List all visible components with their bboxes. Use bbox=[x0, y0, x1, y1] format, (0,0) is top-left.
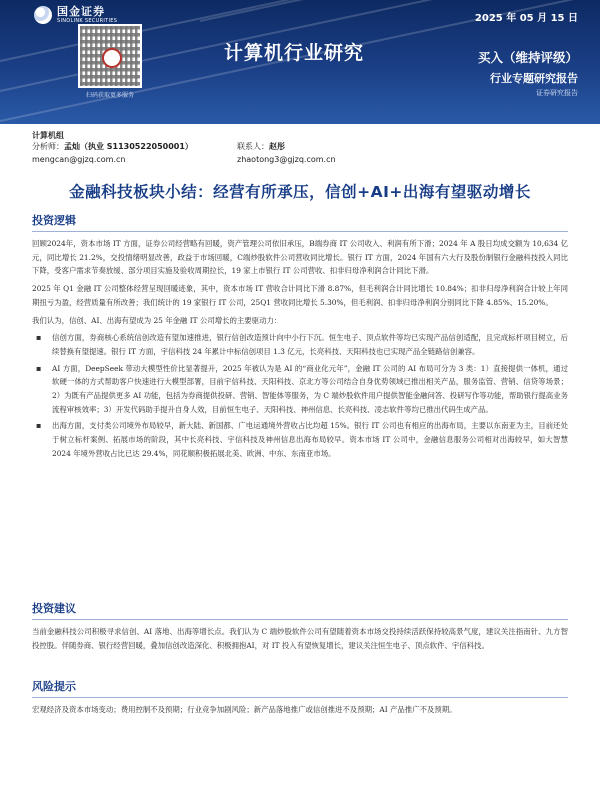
bullet-icon: ▪ bbox=[36, 363, 42, 373]
logic-paragraph-3: 我们认为，信创、AI、出海有望成为 25 年金融 IT 公司增长的主要驱动力： bbox=[32, 315, 282, 325]
bullet-text: 信创方面，券商核心系统信创改造有望加速推进，银行信创改造预计向中小行下沉。恒生电子、顶点软件等均已实现产品信创适配，且完成标杆项目树立，后续替换有望提速。银行 IT 方面，宇信科技 24 年累计中标信创项目 1.3 亿元，长亮科技、天阳科技也已实现产品全链路信创兼容。 bbox=[52, 333, 568, 356]
logo-mark-icon bbox=[34, 6, 52, 24]
driver-list bbox=[32, 331, 568, 460]
section-title-advice: 投资建议 bbox=[32, 600, 568, 620]
list-item bbox=[32, 362, 568, 417]
contact-label: 联系人： bbox=[237, 142, 269, 151]
section-title-logic: 投资逻辑 bbox=[32, 212, 568, 232]
qr-caption: 扫码获取更多服务 bbox=[85, 92, 134, 99]
logic-paragraph-1: 回顾2024年，资本市场 IT 方面，证券公司经营略有回暖，资产管理公司依旧承压，B端券商 IT 公司收入、利润有所下滑；2024 年 A 股日均成交额为 10,634 亿元，同比增长 21.2%，交投情绪明显改善，政益于市场回暖，C端炒股软件公司营收同比增长。银行 IT 方面，2024 年国有六大行及股份制银行金融科技投入同比下降，受客户需求节奏放缓、部分项目实施及验收周期拉长，19 家上市银行 IT 公司营收、扣非归母净利润合计同比下滑。 bbox=[32, 239, 568, 276]
analyst-name: 孟灿（执业 S1130522050001） bbox=[64, 142, 193, 151]
list-item bbox=[32, 419, 568, 460]
investment-advice-section bbox=[32, 600, 568, 656]
logo-en: SINOLINK SECURITIES bbox=[57, 18, 118, 24]
report-type: 行业专题研究报告 bbox=[490, 72, 578, 85]
contact-name: 赵彤 bbox=[269, 142, 285, 151]
analyst-info bbox=[32, 141, 193, 164]
bullet-icon: ▪ bbox=[36, 333, 42, 343]
section-title-risk: 风险提示 bbox=[32, 678, 568, 698]
investment-logic-section bbox=[32, 212, 568, 464]
report-date: 2025 年 05 月 15 日 bbox=[474, 13, 578, 24]
logo-cn: 国金证券 bbox=[57, 5, 105, 18]
header-banner bbox=[0, 0, 600, 124]
bullet-text: AI 方面，DeepSeek 带动大模型性价比显著提升，2025 年被认为是 AI 的“商业化元年”，金融 IT 公司的 AI 布局可分为 3 类：1）直接提供一体机，通过软硬一体的方式帮助客户快速进行大模型部署，目前宇信科技、天阳科技、京北方等公司结合自身优势领域已推出相关产品，服务监管、营销、信贷等场景；2）为既有产品提供更多 AI 功能，包括为券商提供投研、营销、智能体等服务，为 C 端炒股软件用户提供智能金融问答、投研写作等功能，帮助银行提高业务流程审核效率；3）开发代码助手提升自身人效，目前恒生电子、天阳科技、神州信息、长亮科技、凌志软件等均已推出代码生成产品。 bbox=[52, 363, 568, 414]
contact-email[interactable]: zhaotong3@gjzq.com.cn bbox=[237, 155, 336, 164]
risk-section bbox=[32, 678, 568, 721]
bullet-icon: ▪ bbox=[36, 421, 42, 431]
rating-badge: 买入（维持评级） bbox=[477, 50, 578, 65]
list-item bbox=[32, 331, 568, 358]
company-logo bbox=[34, 6, 117, 24]
bullet-text: 出海方面，支付类公司境外布局较早，新大陆、新国都、广电运通境外营收占比均超 15%。银行 IT 公司也有相应的出海布局，主要以东南亚为主，目前还处于树立标杆案例、拓展市场的阶段，其中长亮科技、宇信科技及神州信息出海布局较早。资本市场 IT 公司中，金融信息服务公司相对出海较早，如大智慧 2024 年境外营收占比已达 29.4%，同花顺积极拓展北美、欧洲、中东、东南亚市场。 bbox=[52, 421, 568, 458]
logic-paragraph-2: 2025 年 Q1 金融 IT 公司整体经营呈现回暖迹象，其中，资本市场 IT 营收合计同比下滑 8.87%，但毛利润合计同比增长 10.84%；扣非归母净利润合计较上年同期扭亏为盈，经营质量有所改善；我们统计的 19 家银行 IT 公司，25Q1 营收同比增长 5.30%，但毛利润、扣非归母净利润分别同比下降 4.85%、15.20%。 bbox=[32, 284, 568, 307]
advice-paragraph: 当前金融科技公司积极寻求信创、AI 落地、出海等增长点。我们认为 C 端炒股软件公司有望随着资本市场交投持续活跃保持较高景气度，建议关注指南针、九方智投控股。伴随券商、银行经营回暖，叠加信创改造深化、积极拥抱AI，对 IT 投入有望恢复增长，建议关注恒生电子、顶点软件、宇信科技。 bbox=[32, 627, 568, 650]
qr-code-icon[interactable] bbox=[78, 24, 142, 88]
risk-paragraph: 宏观经济及资本市场变动；费用控制不及预期；行业竞争加剧风险；新产品落地推广或信创推进不及预期；AI 产品推广不及预期。 bbox=[32, 705, 457, 714]
team-label: 计算机组 bbox=[32, 131, 64, 140]
analyst-email[interactable]: mengcan@gjzq.com.cn bbox=[32, 155, 126, 164]
report-title: 计算机行业研究 bbox=[224, 42, 365, 64]
report-headline: 金融科技板块小结：经营有所承压，信创+AI+出海有望驱动增长 bbox=[69, 183, 531, 201]
report-subtitle: 证券研究报告 bbox=[536, 89, 578, 97]
contact-info bbox=[237, 141, 336, 164]
analyst-label: 分析师： bbox=[32, 142, 64, 151]
